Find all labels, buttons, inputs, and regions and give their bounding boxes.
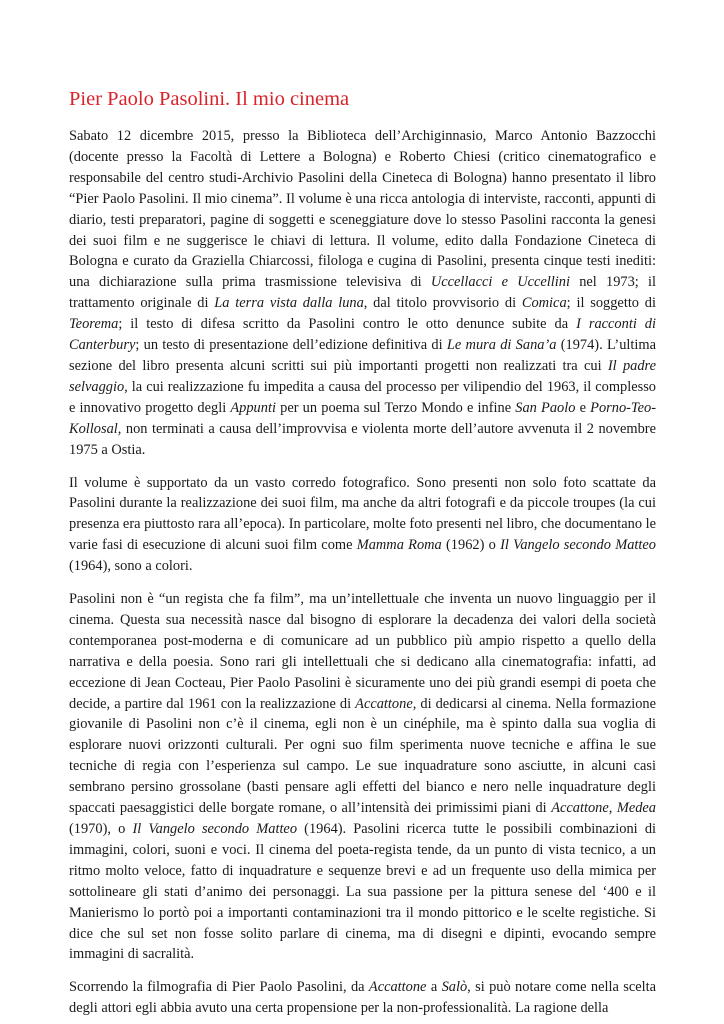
paragraph-2 xyxy=(69,473,656,578)
film-title: Porno-Teo-Kollosal, xyxy=(69,399,656,437)
film-title: Le mura di Sana’a xyxy=(446,337,557,354)
text-run: e xyxy=(575,399,591,416)
text-run: Scorrendo la filmografia di Pier Paolo Pasolini, da xyxy=(69,979,369,996)
text-run: la cui realizzazione fu impedita a causa del processo per vilipendio del 1963, il complesso e innovativo progetto degli xyxy=(69,378,656,416)
text-run: ; il testo di difesa scritto da Pasolini contro le otto denunce subite da xyxy=(118,316,577,333)
film-title: Accattone xyxy=(355,695,413,712)
text-run: nel 1973; il trattamento originale di xyxy=(69,274,656,312)
film-title: Comica xyxy=(521,295,567,312)
text-run: , dal titolo provvisorio di xyxy=(363,295,522,312)
text-run: (1974). L’ultima sezione del libro presenta alcuni scritti sui più importanti progetti non realizzati tra cui xyxy=(69,337,656,374)
film-title: Accattone xyxy=(368,979,427,996)
text-run: a xyxy=(426,979,442,996)
paragraph-4 xyxy=(69,977,656,1019)
film-title: I racconti di Canterbury xyxy=(69,316,656,354)
text-run: (1962) o xyxy=(441,537,501,554)
text-run: Sabato 12 dicembre 2015, presso la Biblioteca dell’Archiginnasio, Marco Antonio Bazzocchi (docente presso la Facoltà di Lettere a Bologna) e Roberto Chiesi (critico cinematografico e responsabile del centro studi-Archivio Pasolini della Cineteca di Bologna) hanno presentato il libro “Pier Paolo Pasolini. Il mio cinema”. Il volume è una ricca antologia di interviste, racconti, appunti di diario, testi preparatori, pagine di soggetti e sceneggiature dove lo stesso Pasolini racconta la genesi dei suoi film e ne suggerisce le chiavi di lettura. Il volume, edito dalla Fondazione Cineteca di Bologna e curato da Graziella Chiarcossi, filologa e cugina di Pasolini, presenta cinque testi inediti: una dichiarazione sulla prima trasmissione televisiva di xyxy=(69,128,656,291)
text-run: (1970), o xyxy=(69,821,133,837)
text-run: , di dedicarsi al cinema. Nella formazione giovanile di Pasolini non c’è il cinema, egli non è un cinéphile, ma è spinto dalla sua voglia di esplorare nuovi orizzonti culturali. Per ogni suo film sperimenta nuove tecniche e affina le sue tecniche di regia con l’esperienza sul campo. Le sue inquadrature sono asciutte, in alcuni casi sembrano persino grossolane (basti pensare agli effetti del bianco e nero nelle inquadrature degli spaccati paesaggistici delle borgate romane, o all’intensità dei primissimi piani di xyxy=(69,695,656,817)
text-run: (1964). Pasolini ricerca tutte le possibili combinazioni di immagini, colori, suoni e voci. Il cinema del poeta-regista tende, da un punto di vista tecnico, a un ritmo molto veloce, fatto di inquadrature e sequenze brevi e ad un frequente uso della mimica per sottolineare gli stati d’animo dei personaggi. La sua passione per la pittura senese del ‘400 e il Manierismo lo portò poi a importanti contaminazioni tra il mondo pittorico e le scelte registiche. Si dice che sul set non fosse solito parlare di cinema, ma di disegni e dipinti, evocando sempre immagini di sacralità. xyxy=(69,821,657,963)
film-title: Il Vangelo secondo Matteo xyxy=(132,821,298,837)
text-run: per un poema sul Terzo Mondo e infine xyxy=(275,399,516,416)
film-title: San Paolo xyxy=(515,399,576,416)
film-title: Uccellacci e Uccellini xyxy=(430,274,570,291)
film-title: Teorema xyxy=(69,316,119,333)
page-title: Pier Paolo Pasolini. Il mio cinema xyxy=(69,88,350,110)
text-run: (1964), sono a colori. xyxy=(69,558,193,575)
film-title: Appunti xyxy=(230,399,276,416)
film-title: Accattone, Medea xyxy=(551,800,656,817)
paragraph-3 xyxy=(69,589,656,965)
film-title: Il Vangelo secondo Matteo xyxy=(500,537,656,554)
film-title: Mamma Roma xyxy=(356,537,442,554)
text-run: Pasolini non è “un regista che fa film”, ma un’intellettuale che inventa un nuovo linguaggio per il cinema. Questa sua necessità nasce dal bisogno di esplorare la decadenza dei valori della società contemporanea post-moderna e di comunicare ad un pubblico più ampio rispetto a quello della narrativa e della poesia. Sono rari gli intellettuali che si dedicano alla cinematografia: infatti, ad eccezione di Jean Cocteau, Pier Paolo Pasolini è sicuramente uno dei più grandi esempi di poeta che decide, a partire dal 1961 con la realizzazione di xyxy=(69,591,656,712)
text-run: non terminati a causa dell’improvvisa e violenta morte dell’autore avvenuta il 2 novembre 1975 a Ostia. xyxy=(69,420,656,458)
text-run: ; il soggetto di xyxy=(566,295,656,312)
film-title: Salò xyxy=(441,979,468,996)
text-run: ; un testo di presentazione dell’edizione definitiva di xyxy=(135,337,447,354)
film-title: Il padre selvaggio, xyxy=(69,357,656,395)
text-run: Il volume è supportato da un vasto corredo fotografico. Sono presenti non solo foto scattate da Pasolini durante la realizzazione dei suoi film, ma anche da altri fotografi e da piccole troupes (la cui presenza era piuttosto rara all’epoca). In particolare, molte foto presenti nel libro, che documentano le varie fasi di esecuzione di alcuni suoi film come xyxy=(69,474,656,554)
paragraph-1 xyxy=(69,126,656,461)
text-run: , si può notare come nella scelta degli attori egli abbia avuto una certa propensione per la non-professionalità. La ragione della xyxy=(69,979,656,1017)
film-title: La terra vista dalla luna xyxy=(214,295,364,312)
